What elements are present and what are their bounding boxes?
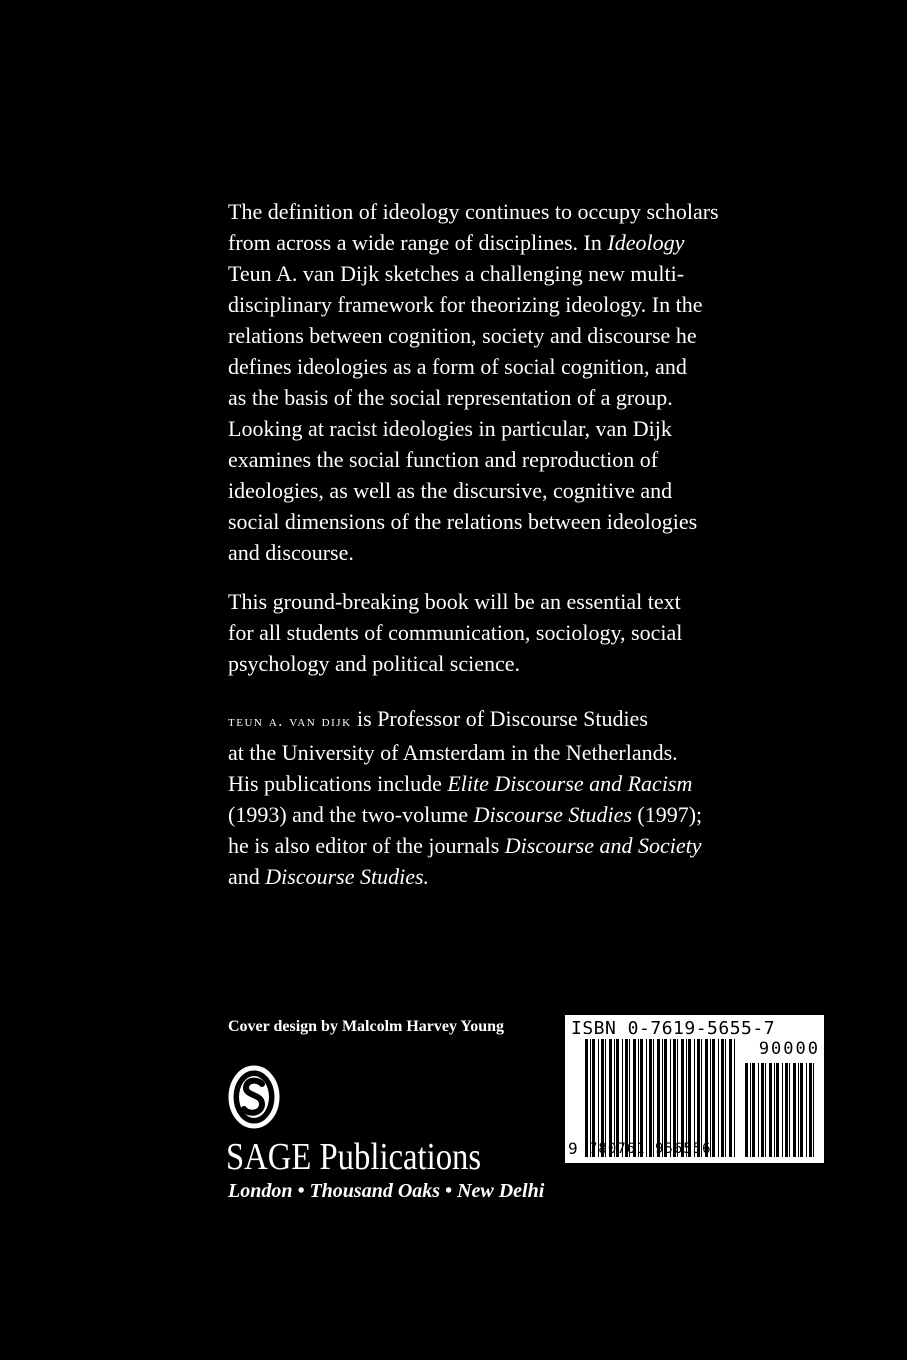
barcode-bar bbox=[761, 1063, 764, 1157]
barcode-bar bbox=[640, 1039, 643, 1157]
barcode-bar bbox=[752, 1063, 755, 1157]
blurb-paragraph-1 bbox=[228, 196, 828, 568]
barcode-bar bbox=[800, 1063, 803, 1157]
barcode-bar bbox=[622, 1039, 623, 1157]
barcode-bar bbox=[758, 1063, 759, 1157]
publisher-locations: London • Thousand Oaks • New Delhi bbox=[228, 1180, 545, 1202]
barcode-bar bbox=[809, 1063, 812, 1157]
blurb-line: ideologies, as well as the discursive, cognitive and bbox=[228, 478, 673, 503]
barcode-bar bbox=[769, 1063, 772, 1157]
bio-line: at the University of Amsterdam in the Netherlands. bbox=[228, 740, 678, 765]
barcode-bar bbox=[782, 1063, 783, 1157]
book-title-ideology: Ideology bbox=[607, 230, 685, 255]
barcode-bar bbox=[789, 1063, 790, 1157]
barcode-bar bbox=[750, 1063, 751, 1157]
barcode-bar bbox=[616, 1039, 619, 1157]
price-code: 90000 bbox=[758, 1039, 820, 1059]
barcode-bar bbox=[677, 1039, 678, 1157]
barcode-bar bbox=[694, 1039, 695, 1157]
back-cover-blurb bbox=[228, 196, 828, 892]
barcode-bar bbox=[670, 1039, 671, 1157]
blurb-line: as the basis of the social representation of a group. bbox=[228, 385, 673, 410]
barcode-bar bbox=[765, 1063, 766, 1157]
isbn-number: ISBN 0-7619-5655-7 bbox=[571, 1018, 776, 1039]
blurb-line: relations between cognition, society and discourse he bbox=[228, 323, 697, 348]
blurb-line: The definition of ideology continues to occupy scholars bbox=[228, 199, 719, 224]
blurb-line: psychology and political science. bbox=[228, 651, 521, 676]
barcode-bar bbox=[598, 1039, 599, 1157]
barcode-bar bbox=[629, 1039, 630, 1157]
bio-line: and Discourse Studies. bbox=[228, 864, 430, 889]
barcode-bar bbox=[793, 1063, 796, 1157]
bio-line: he is also editor of the journals Discourse and Society bbox=[228, 833, 702, 858]
blurb-line: and discourse. bbox=[228, 540, 354, 565]
blurb-line: defines ideologies as a form of social cognition, and bbox=[228, 354, 687, 379]
barcode-bar bbox=[729, 1039, 732, 1157]
blurb-line: This ground-breaking book will be an essential text bbox=[228, 589, 681, 614]
barcode-bar bbox=[609, 1039, 612, 1157]
blurb-line: social dimensions of the relations between ideologies bbox=[228, 509, 698, 534]
barcode-bar bbox=[638, 1039, 639, 1157]
barcode-bar bbox=[592, 1039, 595, 1157]
barcode-bar bbox=[710, 1039, 711, 1157]
barcode-bar bbox=[585, 1039, 588, 1157]
barcode-bar bbox=[657, 1039, 660, 1157]
ean-digits: 780761 956556 bbox=[589, 1141, 712, 1157]
barcode-bar bbox=[697, 1039, 700, 1157]
barcode-bar bbox=[785, 1063, 788, 1157]
barcode-bar bbox=[625, 1039, 628, 1157]
barcode-bar bbox=[601, 1039, 604, 1157]
blurb-line: for all students of communication, sociology, social bbox=[228, 620, 683, 645]
barcode-bar bbox=[653, 1039, 654, 1157]
barcode-bar bbox=[662, 1039, 663, 1157]
barcode-bar bbox=[605, 1039, 606, 1157]
barcode-bar bbox=[633, 1039, 636, 1157]
publisher-name: SAGE Publications bbox=[226, 1136, 482, 1178]
blurb-paragraph-2 bbox=[228, 586, 828, 679]
cover-design-credit: Cover design by Malcolm Harvey Young bbox=[228, 1018, 504, 1035]
barcode-bar bbox=[718, 1039, 719, 1157]
blurb-line: Looking at racist ideologies in particular, van Dijk bbox=[228, 416, 672, 441]
ean-first-digit: 9 bbox=[568, 1139, 578, 1158]
barcode-bar bbox=[745, 1063, 748, 1157]
barcode-bar bbox=[688, 1039, 691, 1157]
barcode-bar bbox=[712, 1039, 715, 1157]
bio-line: teun a. van dijk is Professor of Discourse Studies bbox=[228, 706, 648, 731]
blurb-line: Teun A. van Dijk sketches a challenging new multi- bbox=[228, 261, 685, 286]
barcode-bar bbox=[614, 1039, 615, 1157]
barcode-bar bbox=[806, 1063, 807, 1157]
blurb-line: from across a wide range of disciplines. In Ideology bbox=[228, 230, 685, 255]
barcode-bar bbox=[734, 1039, 735, 1157]
bio-line: (1993) and the two-volume Discourse Studies (1997); bbox=[228, 802, 703, 827]
barcode-bar bbox=[681, 1039, 684, 1157]
sage-s-logo-icon bbox=[228, 1064, 280, 1130]
barcode-bar bbox=[701, 1039, 702, 1157]
barcode-bar bbox=[813, 1063, 814, 1157]
bio-line: His publications include Elite Discourse and Racism bbox=[228, 771, 693, 796]
barcode-bar bbox=[798, 1063, 799, 1157]
barcode-bar bbox=[646, 1039, 647, 1157]
blurb-line: disciplinary framework for theorizing ideology. In the bbox=[228, 292, 703, 317]
barcode-bar bbox=[649, 1039, 652, 1157]
barcode-bar bbox=[686, 1039, 687, 1157]
barcode-bar bbox=[725, 1039, 726, 1157]
barcode-bar bbox=[721, 1039, 724, 1157]
barcode-bar bbox=[664, 1039, 667, 1157]
barcode-bar bbox=[774, 1063, 775, 1157]
barcode-bar bbox=[705, 1039, 708, 1157]
barcode-bar bbox=[776, 1063, 779, 1157]
author-bio bbox=[228, 703, 828, 892]
barcode-bar bbox=[673, 1039, 676, 1157]
blurb-line: examines the social function and reproduction of bbox=[228, 447, 659, 472]
barcode-bar bbox=[590, 1039, 591, 1157]
author-name: teun a. van dijk bbox=[228, 713, 352, 730]
isbn-barcode bbox=[565, 1015, 824, 1163]
